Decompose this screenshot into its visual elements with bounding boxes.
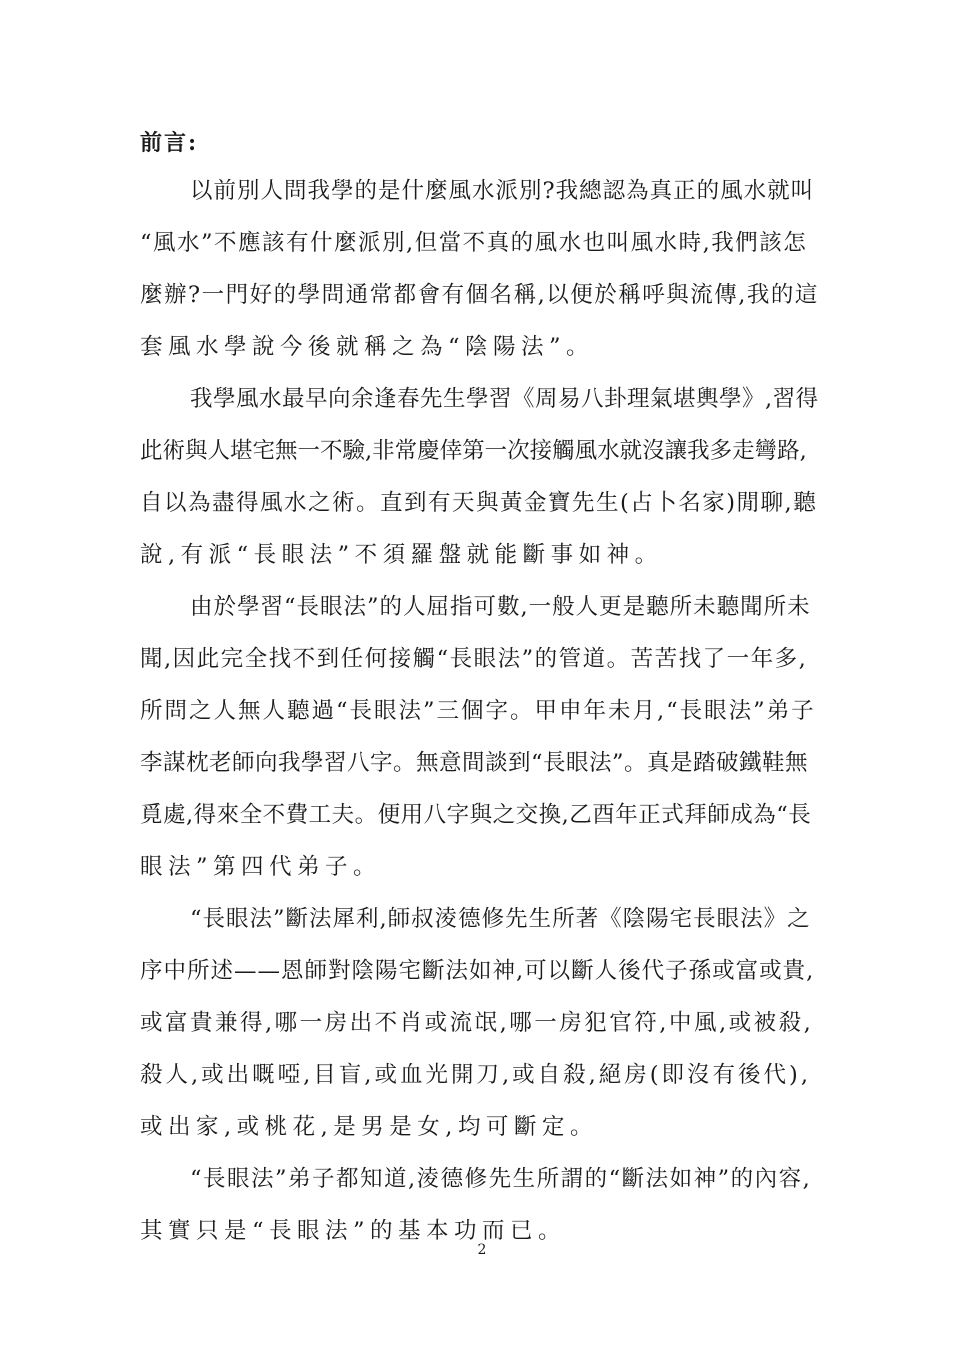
text-line: “長眼法”弟子都知道,淩德修先生所謂的“斷法如神”的內容, [190,1166,812,1192]
text-line: 殺人,或出嘅啞,目盲,或血光開刀,或自殺,絕房(即沒有後代), [140,1062,811,1088]
text-line: 由於學習“長眼法”的人屈指可數,一般人更是聽所未聽聞所未 [190,594,811,620]
text-line: “長眼法”斷法犀利,師叔淩德修先生所著《陰陽宅長眼法》之 [190,906,811,932]
text-line: 覓處,得來全不費工夫。便用八字與之交換,乙酉年正式拜師成為“長 [140,802,812,828]
text-line: 或出家,或桃花,是男是女,均可斷定。 [140,1114,598,1140]
text-line: 或富貴兼得,哪一房出不肖或流氓,哪一房犯官符,中風,或被殺, [140,1010,814,1036]
text-line: 聞,因此完全找不到任何接觸“長眼法”的管道。苦苦找了一年多, [140,646,808,672]
text-line: 麼辦?一門好的學問通常都會有個名稱,以便於稱呼與流傳,我的這 [140,282,819,308]
text-line: 其實只是“長眼法”的基本功而已。 [140,1218,567,1244]
text-line: 李謀枕老師向我學習八字。無意間談到“長眼法”。真是踏破鐵鞋無 [140,750,809,776]
text-line: 套風水學說今後就稱之為“陰陽法”。 [140,334,595,360]
text-line: “風水”不應該有什麼派別,但當不真的風水也叫風水時,我們該怎 [140,230,808,256]
text-line: 序中所述——恩師對陰陽宅斷法如神,可以斷人後代子孫或富或貴, [140,958,815,984]
text-line: 此術與人堪宅無一不驗,非常慶倖第一次接觸風水就沒讓我多走彎路, [140,438,807,464]
text-line: 自以為盡得風水之術。直到有天與黃金寶先生(占卜名家)閒聊,聽 [140,490,818,516]
page-number: 2 [477,1242,487,1258]
text-line: 以前別人問我學的是什麼風水派別?我總認為真正的風水就叫 [190,178,815,204]
text-line: 說,有派“長眼法”不須羅盤就能斷事如神。 [140,542,663,568]
text-line: 我學風水最早向余逢春先生學習《周易八卦理氣堪輿學》,習得 [190,386,819,412]
text-line: 眼法”第四代弟子。 [140,854,382,880]
page-heading: 前言: [140,130,199,156]
text-line: 所問之人無人聽過“長眼法”三個字。甲申年未月,“長眼法”弟子 [140,698,816,724]
